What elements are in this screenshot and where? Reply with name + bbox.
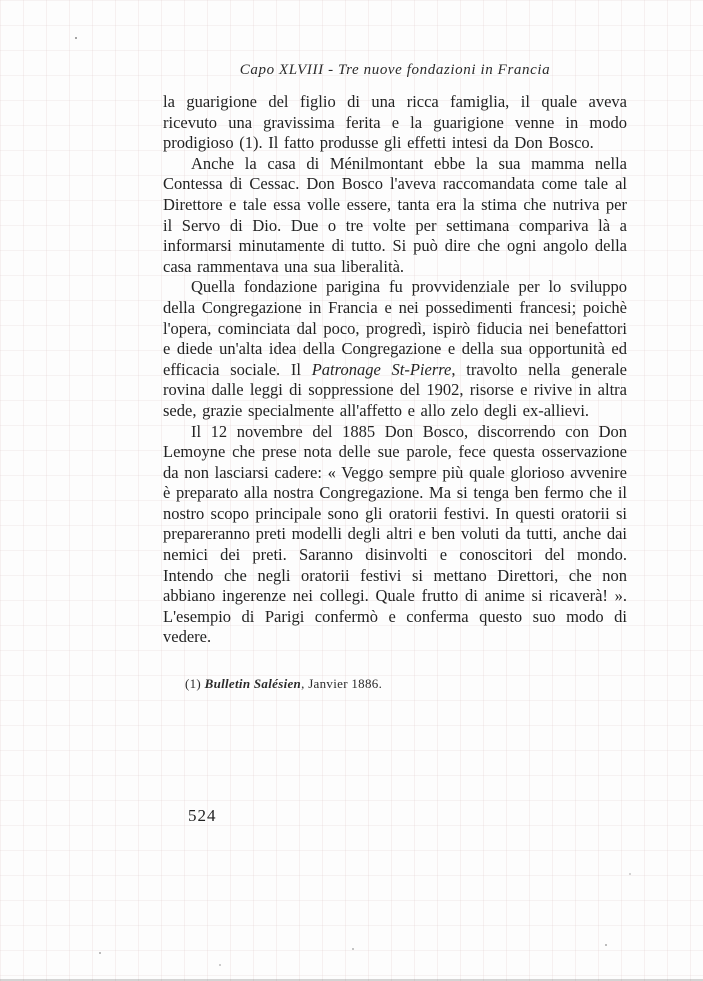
text-run: (1) <box>185 676 205 691</box>
scan-speck <box>219 964 221 966</box>
scan-speck <box>629 873 631 875</box>
scan-speck <box>99 952 101 954</box>
scan-speck <box>75 37 77 39</box>
paragraph <box>163 154 627 278</box>
text-run: Bulletin Salésien <box>204 676 302 691</box>
scan-speck <box>352 948 354 950</box>
paragraph <box>163 92 627 154</box>
text-run: Patronage St-Pierre <box>311 359 452 379</box>
text-run: , travolto nella generale rovina dalle leggi di soppressione del 1902, risorse e rivive in altra sede, grazie specialmente all'affetto e allo zelo degli ex-allievi. <box>163 359 627 420</box>
text-run: la guarigione del figlio di una ricca famiglia, il quale aveva ricevuto una gravissima ferita e la guarigione venne in modo prodigioso (1). Il fatto produsse gli effetti intesi da Don Bosco. <box>163 92 627 153</box>
running-head: Capo XLVIII - Tre nuove fondazioni in Francia <box>239 62 551 78</box>
scan-speck <box>605 944 607 946</box>
text-run: Il 12 novembre del 1885 Don Bosco, discorrendo con Don Lemoyne che prese nota delle sue parole, fece questa osservazione da non lasciarsi cadere: « Veggo sempre più quale glorioso avvenire è preparato alla nostra Congregazione. Ma si tenga ben fermo che il nostro scopo principale sono gli oratorii festivi. In questi oratorii si prepareranno preti modelli degli altri e ben voluti da tutti, anche dai nemici dei preti. Saranno disinvolti e conoscitori del mondo. Intendo che negli oratorii festivi si mettano Direttori, che non abbiano ingerenze nei collegi. Quale frutto di anime si ricaverà! ». L'esempio di Parigi confermò e conferma questo suo modo di vedere. <box>163 421 627 647</box>
body-text <box>163 92 627 648</box>
text-run: Anche la casa di Ménilmontant ebbe la sua mamma nella Contessa di Cessac. Don Bosco l'aveva raccomandata come tale al Direttore e tale essa volle essere, tanta era la stima che nutriva per il Servo di Dio. Due o tre volte per settimana compariva là a informarsi minutamente di tutto. Si può dire che ogni angolo della casa rammentava una sua liberalità. <box>163 153 627 276</box>
footnote <box>185 676 627 692</box>
text-run: Quella fondazione parigina fu provvidenziale per lo sviluppo della Congregazione in Francia e nei possedimenti francesi; poichè l'opera, cominciata dal poco, progredì, ispirò fiducia nei benefattori e diede un'alta idea della Congregazione e della sua opportunità ed efficacia sociale. Il <box>163 277 627 379</box>
paragraph <box>163 277 627 421</box>
page-number: 524 <box>188 806 217 825</box>
text-run: , Janvier 1886. <box>301 676 383 691</box>
paragraph <box>163 422 627 649</box>
